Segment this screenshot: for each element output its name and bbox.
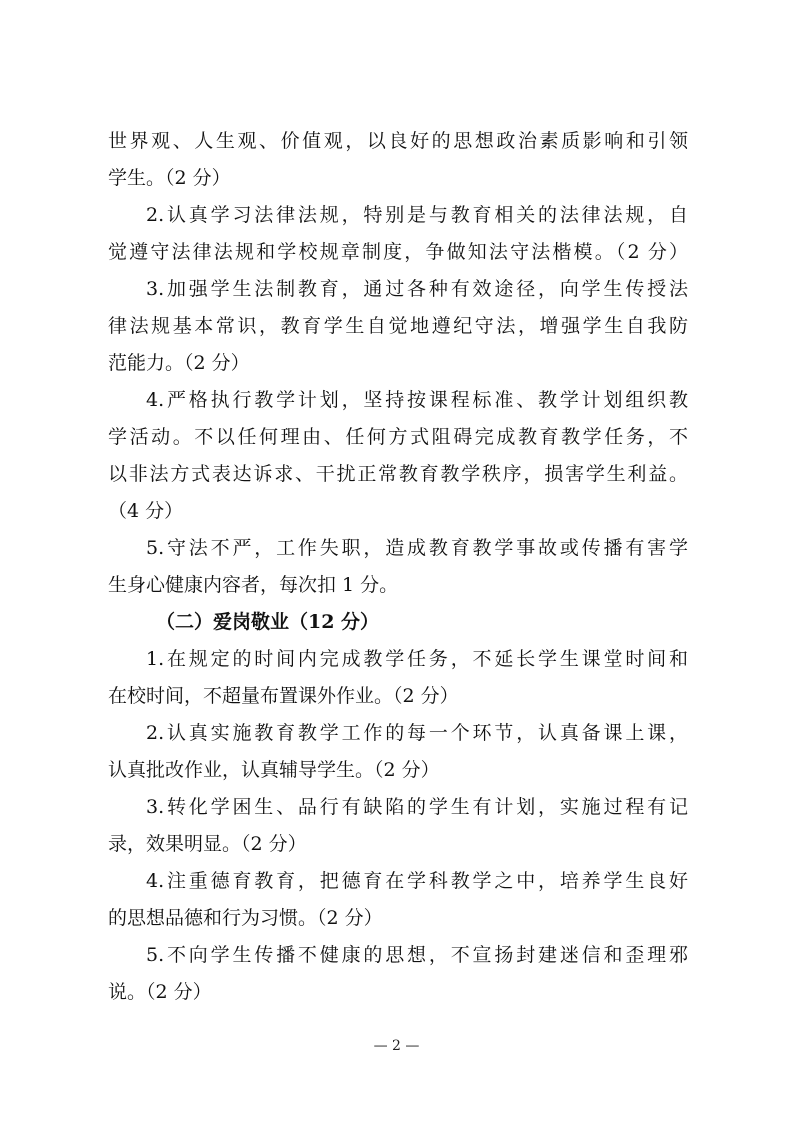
text-line: 在校时间，不超量布置课外作业。（2 分） xyxy=(108,685,459,707)
text-line: 4.严格执行教学计划，坚持按课程标准、教学计划组织教 xyxy=(146,389,688,411)
text-line: 生身心健康内容者，每次扣 1 分。 xyxy=(108,574,399,596)
text-line: 觉遵守法律法规和学校规章制度，争做知法守法楷模。（2 分） xyxy=(108,241,688,263)
text-line: 5.不向学生传播不健康的思想，不宣扬封建迷信和歪理邪 xyxy=(146,944,688,966)
text-line: 2.认真实施教育教学工作的每一个环节，认真备课上课， xyxy=(146,722,688,744)
text-line: 4.注重德育教育，把德育在学科教学之中，培养学生良好 xyxy=(146,870,688,892)
text-line: 3.转化学困生、品行有缺陷的学生有计划，实施过程有记 xyxy=(146,796,688,818)
text-line: 说。（2 分） xyxy=(108,981,212,1003)
text-line: 世界观、人生观、价值观，以良好的思想政治素质影响和引领 xyxy=(108,130,688,152)
text-line: （4 分） xyxy=(108,500,184,522)
document-body xyxy=(108,123,688,1011)
text-line: 2.认真学习法律法规，特别是与教育相关的法律法规，自 xyxy=(146,204,688,226)
text-line: 认真批改作业，认真辅导学生。（2 分） xyxy=(108,759,440,781)
text-line: 3.加强学生法制教育，通过各种有效途径，向学生传授法 xyxy=(146,278,688,300)
text-line: 5.守法不严，工作失职，造成教育教学事故或传播有害学 xyxy=(146,537,688,559)
text-line: 的思想品德和行为习惯。（2 分） xyxy=(108,907,383,929)
text-line: 学活动。不以任何理由、任何方式阻碍完成教育教学任务，不 xyxy=(108,426,688,448)
text-line: 1.在规定的时间内完成教学任务，不延长学生课堂时间和 xyxy=(146,648,688,670)
page-number: — 2 — xyxy=(373,1038,420,1054)
text-line: 范能力。（2 分） xyxy=(108,352,250,374)
section-heading: （二）爱岗敬业（12 分） xyxy=(156,611,380,633)
text-line: 学生。（2 分） xyxy=(108,167,231,189)
text-line: 录，效果明显。（2 分） xyxy=(108,833,307,855)
text-line: 律法规基本常识，教育学生自觉地遵纪守法，增强学生自我防 xyxy=(108,315,688,337)
text-line: 以非法方式表达诉求、干扰正常教育教学秩序，损害学生利益。 xyxy=(108,463,688,485)
